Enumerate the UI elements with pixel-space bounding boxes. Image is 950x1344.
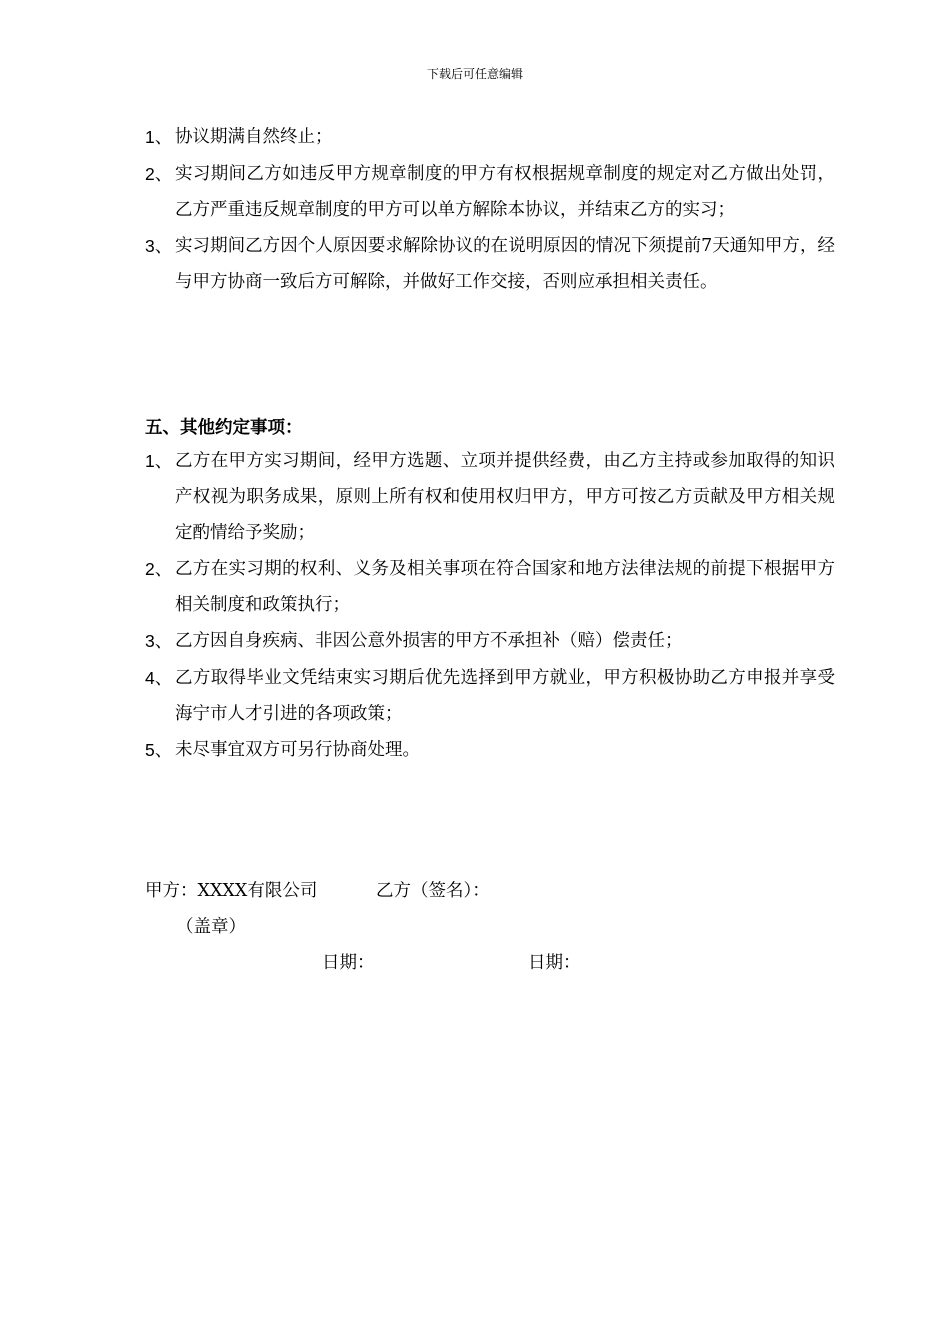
item-number: 4、 [145,668,173,689]
seal-label: （盖章） [176,917,246,937]
list-item [145,623,835,660]
item-text: 乙方取得毕业文凭结束实习期后优先选择到甲方就业，甲方积极协助乙方申报并享受海宁市人才引进的各项政策； [175,668,835,724]
item-number: 2、 [145,164,173,185]
item-text: 乙方在实习期的权利、义务及相关事项在符合国家和地方法律法规的前提下根据甲方相关制度和政策执行； [175,559,835,615]
item-text: 实习期间乙方如违反甲方规章制度的甲方有权根据规章制度的规定对乙方做出处罚，乙方严重违反规章制度的甲方可以单方解除本协议，并结束乙方的实习； [175,164,835,220]
party-a-label: 甲方：XXXX有限公司 [145,881,318,901]
list-item [145,732,835,769]
item-text: 乙方在甲方实习期间，经甲方选题、立项并提供经费，由乙方主持或参加取得的知识产权视为职务成果，原则上所有权和使用权归甲方，甲方可按乙方贡献及甲方相关规定酌情给予奖励； [175,451,835,543]
item-text: 未尽事宜双方可另行协商处理。 [175,740,420,760]
header-note: 下载后可任意编辑 [426,67,523,81]
date-b-label: 日期： [528,953,581,973]
item-text: 乙方因自身疾病、非因公意外损害的甲方不承担补（赔）偿责任； [175,631,683,651]
list-item [145,551,835,623]
item-number: 1、 [145,127,173,148]
section-title: 五、其他约定事项： [145,418,303,438]
item-text: 协议期满自然终止； [175,127,333,147]
list-item [145,660,835,732]
item-number: 3、 [145,236,173,257]
party-b-label: 乙方（签名）： [376,881,490,901]
item-text: 实习期间乙方因个人原因要求解除协议的在说明原因的情况下须提前7天通知甲方，经与甲方协商一致后方可解除，并做好工作交接，否则应承担相关责任。 [175,236,835,292]
item-number: 5、 [145,740,173,761]
item-number: 1、 [145,451,173,472]
list-item [145,119,835,156]
termination-list [145,119,835,300]
list-item [145,156,835,228]
section5-list [145,443,835,769]
list-item [145,443,835,551]
date-a-label: 日期： [322,953,375,973]
list-item [145,228,835,300]
item-number: 2、 [145,559,173,580]
item-number: 3、 [145,631,173,652]
